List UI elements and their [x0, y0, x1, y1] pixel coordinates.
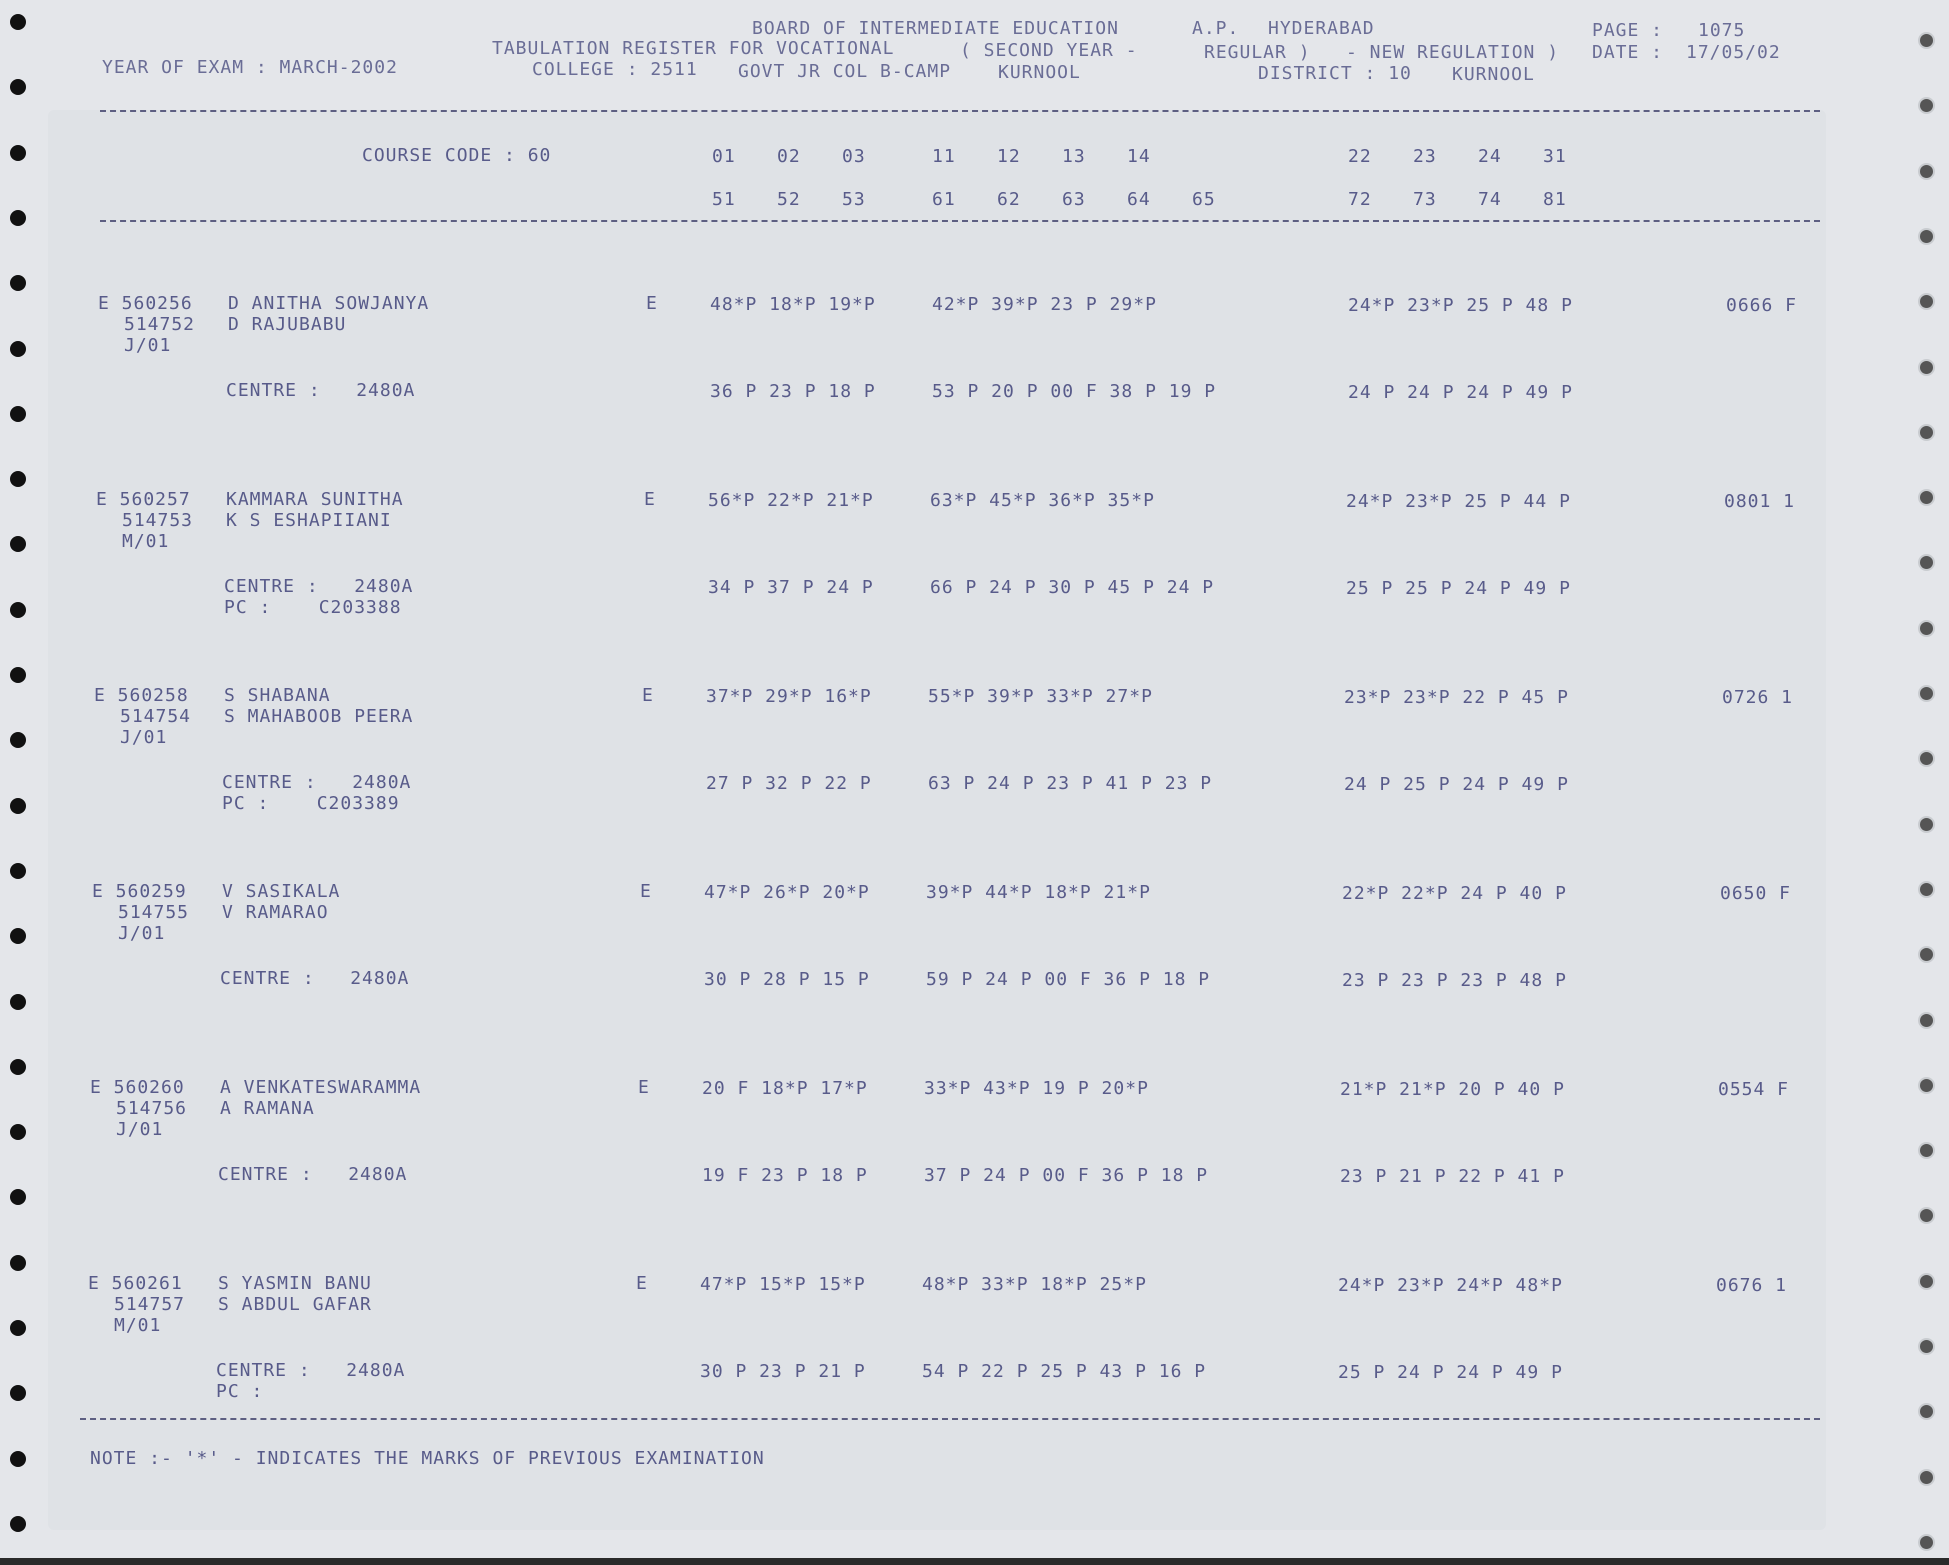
tractor-hole	[1918, 750, 1935, 767]
subject-code: 61	[932, 189, 956, 210]
marks-group-c: 23 P 21 P 22 P 41 P	[1340, 1166, 1565, 1187]
tractor-hole	[1918, 1012, 1935, 1029]
marks-group-a: 20 F 18*P 17*P	[702, 1078, 868, 1099]
group-code: M/01	[122, 531, 170, 552]
medium: E	[638, 1077, 650, 1098]
tractor-hole	[10, 275, 26, 291]
hall-ticket-number: E 560256	[98, 293, 193, 314]
subject-code: 65	[1192, 189, 1216, 210]
father-name: A RAMANA	[220, 1098, 315, 1119]
column-header-rule	[100, 220, 1820, 222]
marks-group-b: 48*P 33*P 18*P 25*P	[922, 1274, 1147, 1295]
tractor-hole	[1918, 1273, 1935, 1290]
tractor-hole	[1918, 1403, 1935, 1420]
exam-centre: CENTRE : 2480A	[224, 576, 414, 597]
pc-number: PC : C203389	[222, 793, 400, 814]
tractor-hole	[10, 145, 26, 161]
total-and-result: 0666 F	[1726, 295, 1798, 316]
tractor-hole	[1918, 359, 1935, 376]
marks-group-b: 59 P 24 P 00 F 36 P 18 P	[926, 969, 1211, 990]
tractor-hole	[1918, 1142, 1935, 1159]
subject-code: 14	[1127, 146, 1151, 167]
marks-group-c: 25 P 24 P 24 P 49 P	[1338, 1362, 1563, 1383]
hall-ticket-number: E 560258	[94, 685, 189, 706]
tractor-hole	[1918, 620, 1935, 637]
tractor-hole	[10, 1189, 26, 1205]
tractor-hole	[10, 1255, 26, 1271]
subject-code: 02	[777, 146, 801, 167]
tractor-hole	[1918, 163, 1935, 180]
marks-group-c: 22*P 22*P 24 P 40 P	[1342, 883, 1567, 904]
date-label: DATE :	[1592, 42, 1664, 63]
college-code: COLLEGE : 2511	[532, 59, 698, 80]
header-rule	[100, 110, 1820, 112]
registration-number: 514756	[116, 1098, 188, 1119]
tractor-hole	[1918, 685, 1935, 702]
father-name: S MAHABOOB PEERA	[224, 706, 414, 727]
footnote: NOTE :- '*' - INDICATES THE MARKS OF PREVIOUS EXAMINATION	[90, 1448, 765, 1469]
student-name: V SASIKALA	[222, 881, 341, 902]
registration-number: 514757	[114, 1294, 186, 1315]
student-name: D ANITHA SOWJANYA	[228, 293, 430, 314]
tractor-hole	[10, 1385, 26, 1401]
tractor-hole	[10, 928, 26, 944]
pc-number: PC : C203388	[224, 597, 402, 618]
tractor-hole	[10, 1059, 26, 1075]
subject-code: 74	[1478, 189, 1502, 210]
tractor-hole	[1918, 1338, 1935, 1355]
marks-group-a: 34 P 37 P 24 P	[708, 577, 874, 598]
student-name: S YASMIN BANU	[218, 1273, 372, 1294]
tractor-hole	[1918, 489, 1935, 506]
marks-group-b: 55*P 39*P 33*P 27*P	[928, 686, 1153, 707]
subject-code: 51	[712, 189, 736, 210]
group-code: M/01	[114, 1315, 162, 1336]
marks-group-c: 24 P 24 P 24 P 49 P	[1348, 382, 1573, 403]
footer-rule	[80, 1418, 1820, 1420]
page-label: PAGE :	[1592, 20, 1664, 41]
tractor-hole	[1918, 32, 1935, 49]
registration-number: 514755	[118, 902, 190, 923]
district-name: KURNOOL	[1452, 64, 1535, 85]
tractor-hole	[1918, 293, 1935, 310]
marks-group-c: 24 P 25 P 24 P 49 P	[1344, 774, 1569, 795]
tractor-hole	[10, 14, 26, 30]
print-date: 17/05/02	[1686, 42, 1781, 63]
marks-group-c: 23*P 23*P 22 P 45 P	[1344, 687, 1569, 708]
tractor-hole	[1918, 424, 1935, 441]
hall-ticket-number: E 560260	[90, 1077, 185, 1098]
tractor-hole	[1918, 946, 1935, 963]
student-name: KAMMARA SUNITHA	[226, 489, 404, 510]
subject-code: 52	[777, 189, 801, 210]
exam-centre: CENTRE : 2480A	[216, 1360, 406, 1381]
exam-centre: CENTRE : 2480A	[226, 380, 416, 401]
tractor-hole	[10, 798, 26, 814]
group-code: J/01	[116, 1119, 164, 1140]
tractor-hole	[10, 471, 26, 487]
tractor-hole	[1918, 1469, 1935, 1486]
marks-group-a: 56*P 22*P 21*P	[708, 490, 874, 511]
tractor-hole	[10, 1320, 26, 1336]
tractor-hole	[1918, 1077, 1935, 1094]
subject-code: 72	[1348, 189, 1372, 210]
subject-code: 03	[842, 146, 866, 167]
medium: E	[646, 293, 658, 314]
registration-number: 514752	[124, 314, 196, 335]
college-name: GOVT JR COL B-CAMP	[738, 61, 952, 82]
exam-centre: CENTRE : 2480A	[220, 968, 410, 989]
board-name: BOARD OF INTERMEDIATE EDUCATION	[752, 18, 1119, 39]
father-name: S ABDUL GAFAR	[218, 1294, 372, 1315]
pc-number: PC :	[216, 1381, 264, 1402]
group-code: J/01	[120, 727, 168, 748]
tractor-hole	[10, 863, 26, 879]
page-number: 1075	[1698, 20, 1746, 41]
group-code: J/01	[118, 923, 166, 944]
subject-code: 24	[1478, 146, 1502, 167]
tractor-hole	[10, 1451, 26, 1467]
marks-group-b: 42*P 39*P 23 P 29*P	[932, 294, 1157, 315]
total-and-result: 0650 F	[1720, 883, 1792, 904]
marks-group-b: 53 P 20 P 00 F 38 P 19 P	[932, 381, 1217, 402]
registration-number: 514753	[122, 510, 194, 531]
tractor-hole	[10, 1124, 26, 1140]
marks-group-b: 63*P 45*P 36*P 35*P	[930, 490, 1155, 511]
hall-ticket-number: E 560261	[88, 1273, 183, 1294]
marks-group-a: 37*P 29*P 16*P	[706, 686, 872, 707]
tractor-hole	[10, 406, 26, 422]
marks-group-a: 30 P 28 P 15 P	[704, 969, 870, 990]
tractor-hole	[1918, 554, 1935, 571]
regular-label: REGULAR )	[1204, 42, 1311, 63]
medium: E	[644, 489, 656, 510]
tractor-hole	[10, 994, 26, 1010]
marks-group-a: 47*P 15*P 15*P	[700, 1274, 866, 1295]
marks-group-b: 37 P 24 P 00 F 36 P 18 P	[924, 1165, 1209, 1186]
college-place: KURNOOL	[998, 62, 1081, 83]
marks-group-c: 21*P 21*P 20 P 40 P	[1340, 1079, 1565, 1100]
tractor-hole	[1918, 228, 1935, 245]
marks-group-a: 47*P 26*P 20*P	[704, 882, 870, 903]
year-of-exam: YEAR OF EXAM : MARCH-2002	[102, 57, 398, 78]
marks-group-a: 27 P 32 P 22 P	[706, 773, 872, 794]
father-name: D RAJUBABU	[228, 314, 347, 335]
tractor-hole	[10, 536, 26, 552]
total-and-result: 0554 F	[1718, 1079, 1790, 1100]
tractor-hole	[1918, 97, 1935, 114]
medium: E	[640, 881, 652, 902]
student-name: A VENKATESWARAMMA	[220, 1077, 422, 1098]
subject-code: 22	[1348, 146, 1372, 167]
hall-ticket-number: E 560259	[92, 881, 187, 902]
marks-group-c: 24*P 23*P 25 P 48 P	[1348, 295, 1573, 316]
subject-code: 11	[932, 146, 956, 167]
subject-code: 53	[842, 189, 866, 210]
marks-group-c: 25 P 25 P 24 P 49 P	[1346, 578, 1571, 599]
marks-group-b: 39*P 44*P 18*P 21*P	[926, 882, 1151, 903]
tractor-hole	[1918, 1207, 1935, 1224]
exam-centre: CENTRE : 2480A	[218, 1164, 408, 1185]
marks-group-a: 36 P 23 P 18 P	[710, 381, 876, 402]
marks-group-c: 24*P 23*P 25 P 44 P	[1346, 491, 1571, 512]
marks-group-a: 30 P 23 P 21 P	[700, 1361, 866, 1382]
course-code: COURSE CODE : 60	[362, 145, 552, 166]
subject-code: 13	[1062, 146, 1086, 167]
exam-centre: CENTRE : 2480A	[222, 772, 412, 793]
tractor-hole	[10, 341, 26, 357]
board-city: HYDERABAD	[1268, 18, 1375, 39]
total-and-result: 0676 1	[1716, 1275, 1788, 1296]
tractor-hole	[10, 602, 26, 618]
tractor-hole	[1918, 816, 1935, 833]
marks-group-b: 33*P 43*P 19 P 20*P	[924, 1078, 1149, 1099]
registration-number: 514754	[120, 706, 192, 727]
subject-code: 73	[1413, 189, 1437, 210]
subject-code: 81	[1543, 189, 1567, 210]
tractor-hole	[10, 1516, 26, 1532]
marks-group-a: 19 F 23 P 18 P	[702, 1165, 868, 1186]
father-name: K S ESHAPIIANI	[226, 510, 392, 531]
marks-group-b: 54 P 22 P 25 P 43 P 16 P	[922, 1361, 1207, 1382]
board-state: A.P.	[1192, 18, 1240, 39]
total-and-result: 0726 1	[1722, 687, 1794, 708]
subject-code: 12	[997, 146, 1021, 167]
marks-group-c: 23 P 23 P 23 P 48 P	[1342, 970, 1567, 991]
register-title: TABULATION REGISTER FOR VOCATIONAL	[492, 38, 895, 59]
medium: E	[642, 685, 654, 706]
tractor-hole	[1918, 881, 1935, 898]
subject-code: 62	[997, 189, 1021, 210]
district-code: DISTRICT : 10	[1258, 63, 1412, 84]
tractor-hole	[10, 732, 26, 748]
tractor-hole	[10, 667, 26, 683]
marks-group-a: 48*P 18*P 19*P	[710, 294, 876, 315]
student-name: S SHABANA	[224, 685, 331, 706]
total-and-result: 0801 1	[1724, 491, 1796, 512]
subject-code: 23	[1413, 146, 1437, 167]
tractor-hole	[10, 210, 26, 226]
regulation-label: - NEW REGULATION )	[1346, 42, 1560, 63]
subject-code: 63	[1062, 189, 1086, 210]
subject-code: 31	[1543, 146, 1567, 167]
subject-code: 64	[1127, 189, 1151, 210]
group-code: J/01	[124, 335, 172, 356]
hall-ticket-number: E 560257	[96, 489, 191, 510]
tractor-hole	[1918, 1534, 1935, 1551]
marks-group-c: 24*P 23*P 24*P 48*P	[1338, 1275, 1563, 1296]
medium: E	[636, 1273, 648, 1294]
marks-group-b: 66 P 24 P 30 P 45 P 24 P	[930, 577, 1215, 598]
father-name: V RAMARAO	[222, 902, 329, 923]
subject-code: 01	[712, 146, 736, 167]
year-label: ( SECOND YEAR -	[960, 40, 1138, 61]
tractor-hole	[10, 79, 26, 95]
marks-group-b: 63 P 24 P 23 P 41 P 23 P	[928, 773, 1213, 794]
